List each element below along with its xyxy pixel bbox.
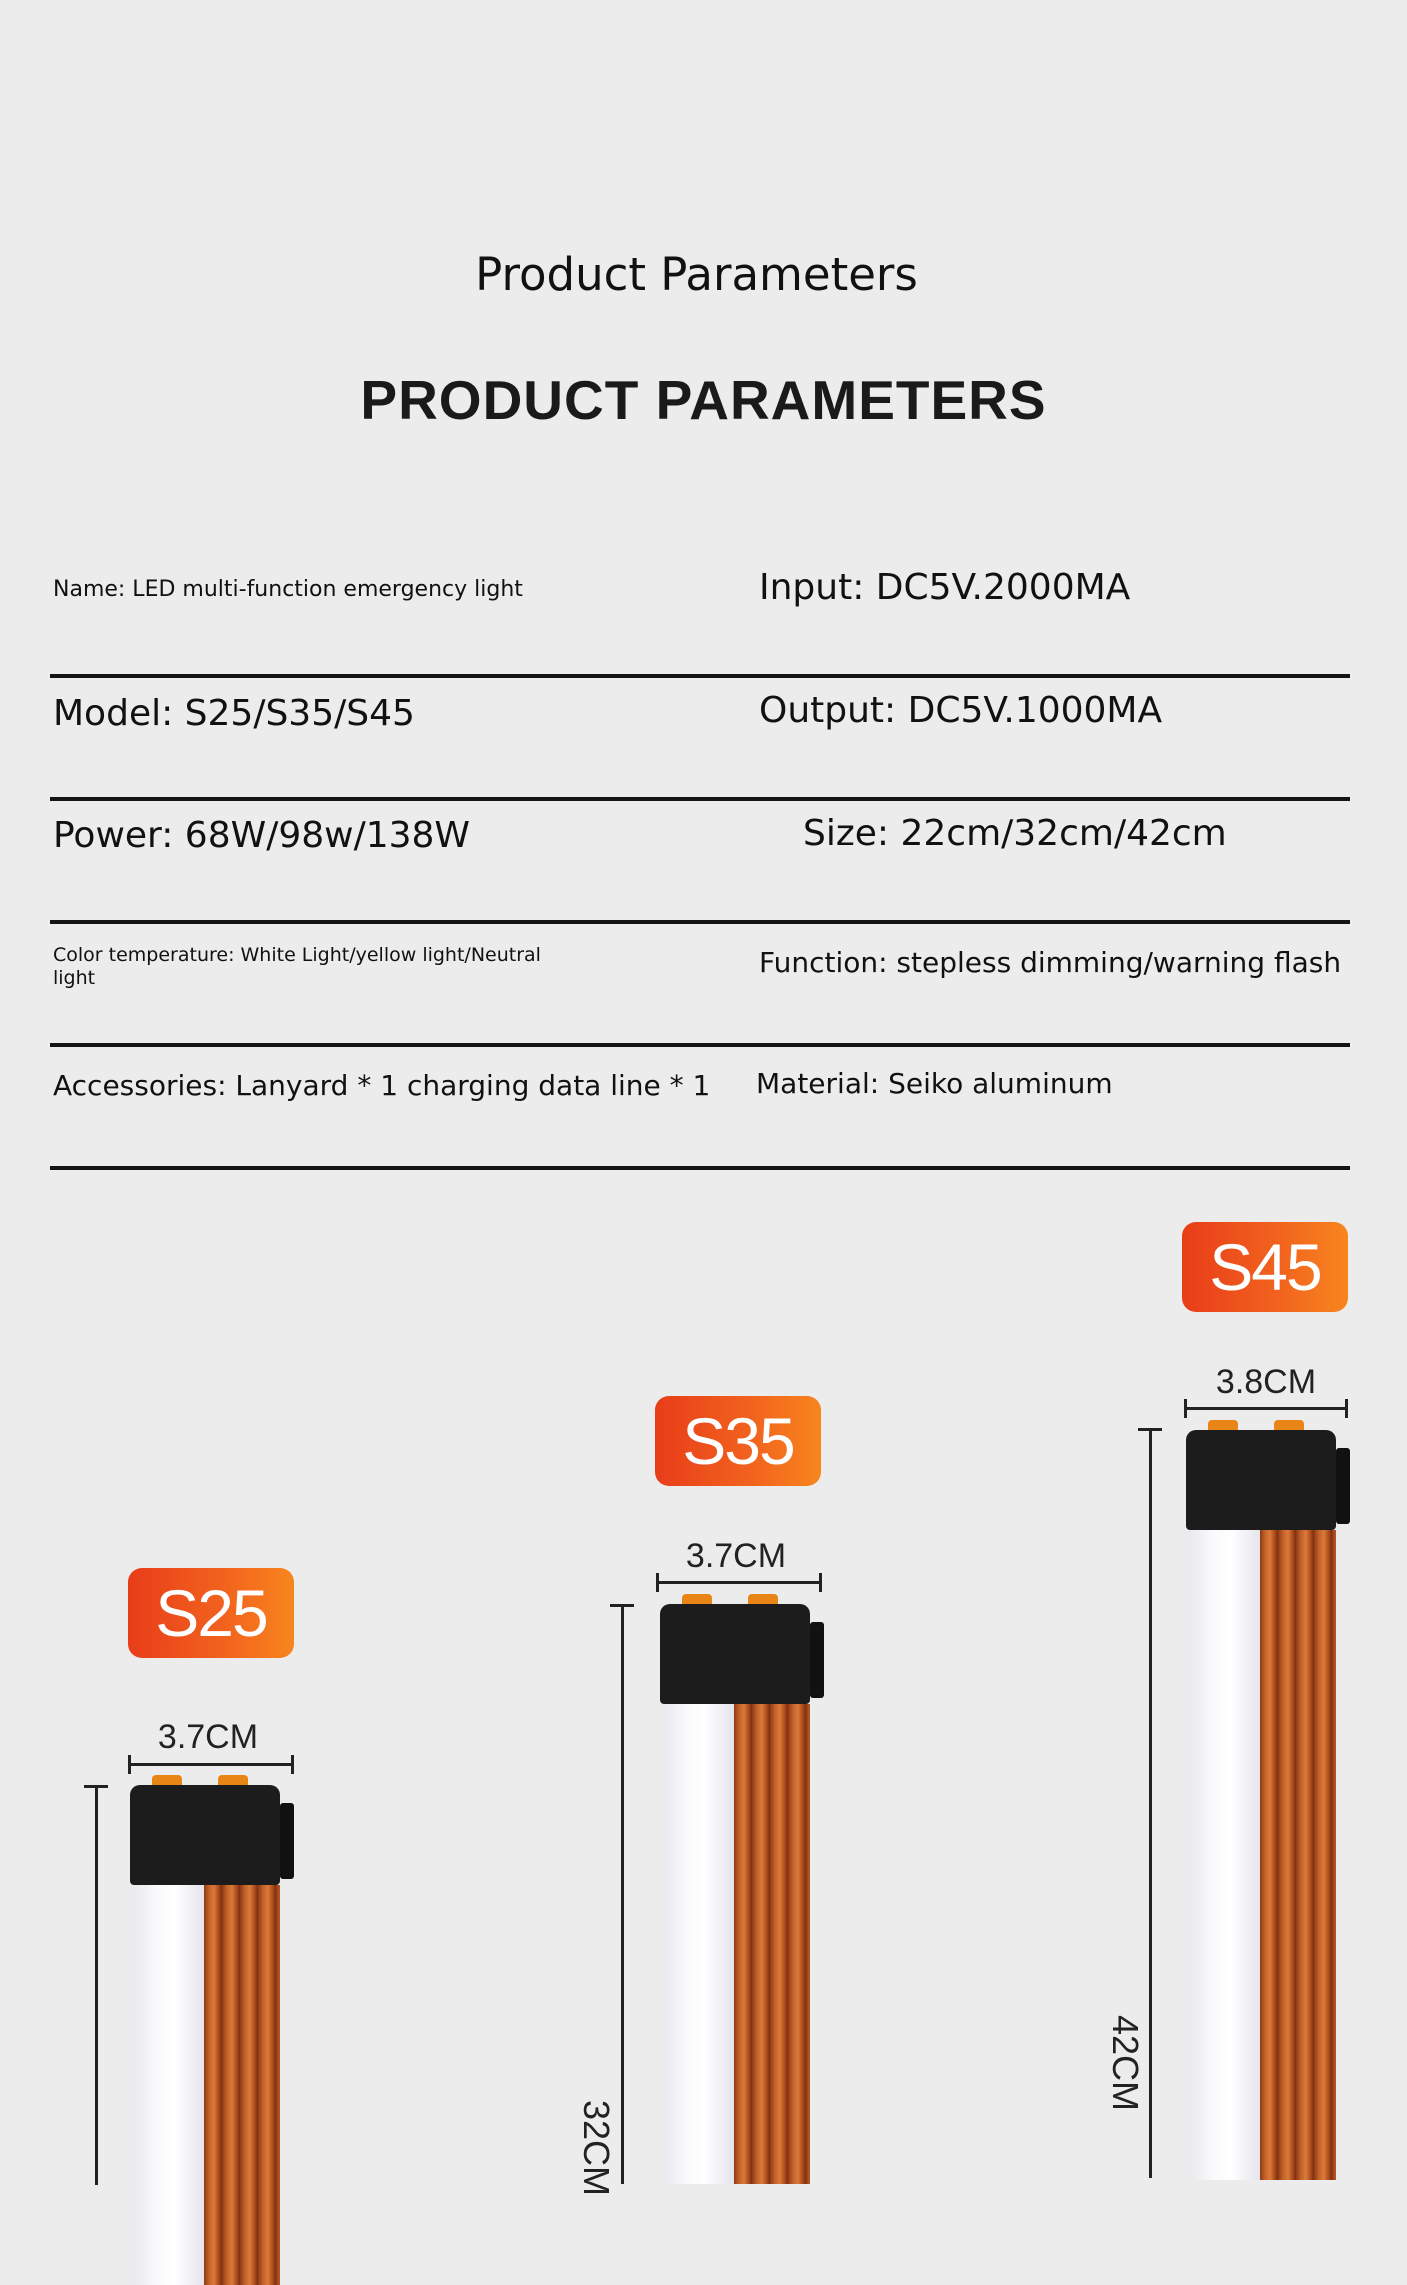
- lamp-clip: [810, 1622, 824, 1698]
- width-label-s45: 3.8CM: [1215, 1363, 1317, 1401]
- height-label-s35: 32CM: [576, 2100, 617, 2197]
- lamp-cap: [130, 1785, 280, 1885]
- spec-size: Size: 22cm/32cm/42cm: [803, 813, 1227, 854]
- page-subtitle: PRODUCT PARAMETERS: [360, 369, 1047, 431]
- height-dimension-line-s45: [1149, 1428, 1152, 2178]
- spec-row: [50, 1047, 1350, 1170]
- width-dimension-line-s35: [659, 1581, 819, 1584]
- spec-input: Input: DC5V.2000MA: [759, 567, 1131, 608]
- width-label-s35: 3.7CM: [685, 1537, 787, 1575]
- spec-row: [50, 801, 1350, 924]
- spec-name: Name: LED multi-function emergency light: [53, 577, 523, 602]
- lamp-light-tube: [1188, 1530, 1260, 2180]
- spec-output: Output: DC5V.1000MA: [759, 690, 1163, 731]
- spec-model: Model: S25/S35/S45: [53, 693, 415, 734]
- spec-function: Function: stepless dimming/warning flash: [759, 946, 1342, 979]
- width-dimension-line-s45: [1187, 1407, 1345, 1410]
- lamp-clip: [280, 1803, 294, 1879]
- spec-row: [50, 678, 1350, 801]
- height-dimension-line-s35: [621, 1604, 624, 2184]
- lamp-light-tube: [662, 1704, 734, 2184]
- model-badge-s25: S25: [128, 1568, 294, 1658]
- height-label-s45: 42CM: [1105, 2015, 1146, 2112]
- spec-row: [50, 924, 1350, 1047]
- lamp-clip: [1336, 1448, 1350, 1524]
- page-title: Product Parameters: [475, 248, 918, 301]
- spec-power: Power: 68W/98w/138W: [53, 815, 471, 856]
- lamp-aluminum-body: [204, 1885, 280, 2285]
- lamp-aluminum-body: [1260, 1530, 1336, 2180]
- spec-material: Material: Seiko aluminum: [756, 1067, 1113, 1100]
- lamp-aluminum-body: [734, 1704, 810, 2184]
- lamp-cap: [1186, 1430, 1336, 1530]
- lamp-cap: [660, 1604, 810, 1704]
- width-label-s25: 3.7CM: [157, 1718, 259, 1756]
- lamp-light-tube: [132, 1885, 204, 2285]
- height-dimension-line-s25: [95, 1785, 98, 2185]
- spec-color-temperature: Color temperature: White Light/yellow light/Neutral light: [53, 944, 541, 989]
- model-badge-s35: S35: [655, 1396, 821, 1486]
- spec-accessories: Accessories: Lanyard * 1 charging data line * 1: [53, 1069, 711, 1102]
- model-badge-s45: S45: [1182, 1222, 1348, 1312]
- width-dimension-line-s25: [131, 1763, 291, 1766]
- spec-row: [50, 555, 1350, 678]
- spec-table: [50, 555, 1350, 1170]
